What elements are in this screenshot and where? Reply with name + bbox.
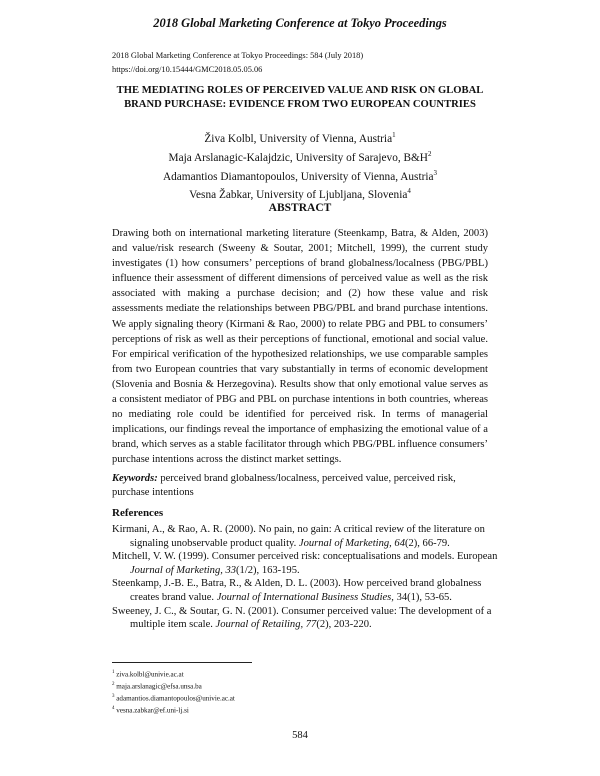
footnote-mark: 4 [407,187,411,196]
footnote-email[interactable]: vesna.zabkar@ef.uni-lj.si [116,706,189,715]
footnote-email[interactable]: ziva.kolbl@univie.ac.at [116,670,184,679]
reference-item [112,605,500,632]
footnote-mark: 1 [392,131,396,139]
author-line [112,147,488,166]
reference-journal: Journal of Marketing, 33 [130,564,237,576]
citation-line: 2018 Global Marketing Conference at Tokyo Proceedings: 584 (July 2018) [112,51,364,60]
footnote-mark: 2 [427,149,432,158]
reference-text: Steenkamp, J.-B. E., Batra, R., & Alden, D. L. (2003). How perceived brand globalness creates brand value. [112,578,482,603]
author-name: Živa Kolbl, University of Vienna, Austria [204,132,393,145]
footnote-item [112,680,235,692]
keywords-text: perceived brand globalness/localness, perceived value, perceived risk, purchase intentions [112,473,456,498]
footnote-list [112,668,235,716]
page-number: 584 [292,730,308,741]
author-name: Vesna Žabkar, University of Ljubljana, Slovenia [189,189,408,202]
abstract-heading: ABSTRACT [268,202,332,214]
doi-link[interactable]: https://doi.org/10.15444/GMC2018.05.05.06 [112,65,263,74]
reference-list [112,523,500,632]
title-line: BRAND PURCHASE: EVIDENCE FROM TWO EUROPEAN COUNTRIES [124,99,476,110]
paper-title [112,84,488,112]
references-heading: References [112,507,164,519]
reference-item [112,550,500,577]
author-list [112,128,488,203]
footnote-email[interactable]: adamantios.diamantopoulos@univie.ac.at [116,694,235,703]
author-name: Maja Arslanagic-Kalajdzic, University of Sarajevo, B&H [168,151,428,164]
running-header: 2018 Global Marketing Conference at Tokyo Proceedings [153,16,447,30]
footnote-mark: 2 [112,681,115,687]
author-name: Adamantios Diamantopoulos, University of Vienna, Austria [162,170,434,183]
reference-journal: Journal of Marketing, 64 [298,537,405,549]
footnote-item [112,704,235,716]
footnote-item [112,692,235,704]
author-line [112,166,488,185]
reference-text: (2), 66-79. [404,537,450,549]
keywords [112,472,488,500]
footnote-mark: 1 [112,670,115,675]
reference-text: (2), 203-220. [316,619,372,631]
author-line [112,184,488,203]
author-line [112,128,488,147]
footnote-divider [112,662,252,663]
reference-item [112,523,500,550]
reference-text: Mitchell, V. W. (1999). Consumer perceived risk: conceptualisations and models. European [112,551,498,563]
reference-journal: Journal of Retailing, 77 [215,619,317,631]
reference-text: (1/2), 163-195. [236,564,300,576]
footnote-mark: 3 [112,693,115,699]
reference-item [112,577,500,604]
keywords-label: Keywords: [112,473,158,484]
title-line: THE MEDIATING ROLES OF PERCEIVED VALUE AND RISK ON GLOBAL [116,85,484,96]
reference-text: Kirmani, A., & Rao, A. R. (2000). No pain, no gain: A critical review of the literature on signaling unobservable product quality. [112,524,485,549]
footnote-email[interactable]: maja.arslanagic@efsa.unsa.ba [116,682,202,691]
footnote-item [112,668,235,680]
reference-text: 34(1), 53-65. [393,591,452,603]
footnote-mark: 3 [433,168,437,177]
reference-journal: Journal of International Business Studies, [216,591,394,603]
footnote-mark: 4 [112,705,115,711]
abstract-text: Drawing both on international marketing literature (Steenkamp, Batra, & Alden, 2003) and value/risk research (Sweeny & Soutar, 2001; Mitchell, 1999), the current study investigates (1) how consumers’ perceptions of brand globalness/localness (PBG/PBL) influence their assessment of different dimensions of perceived value as well as the risk associated with making a purchase decision; and (2) how these value and risk assessments mediate the relationships between PBG/PBL and brand purchase intentions. We apply signaling theory (Kirmani & Rao, 2000) to relate PBG and PBL to consumers’ perceptions of risk as well as their perceptions of functional, emotional and social value. For empirical verification of the hypothesized relationships, we use comparable samples from two European countries that vary substantially in terms of economic development (Slovenia and Bosnia & Herzegovina). Results show that only emotional value serves as a consistent mediator of PBG and PBL on purchase intentions in both countries, whereas no mediating role could be identified for perceived risk. In terms of managerial implications, our findings reveal the importance of emphasizing the emotional value of a brand, which serves as a stable facilitator through which PBG/PBL influence consumers’ purchase intentions across the distinct market settings. [112,228,488,466]
reference-text: Sweeney, J. C., & Soutar, G. N. (2001). Consumer perceived value: The development of a multiple item scale. [112,605,492,631]
citation-block [112,49,363,77]
